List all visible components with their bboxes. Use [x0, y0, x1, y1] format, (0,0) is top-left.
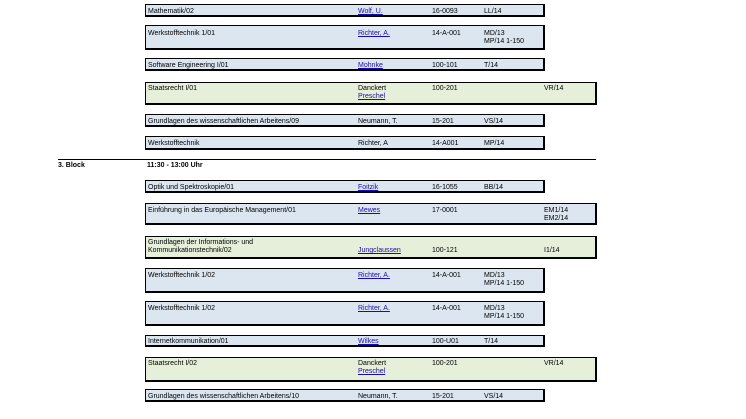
study-group-extra: EM1/14 [544, 207, 569, 214]
room-number: 14-A-001 [432, 30, 461, 37]
course-title: Staatsrecht I/01 [148, 85, 198, 92]
table-row [145, 236, 597, 259]
table-row [145, 389, 545, 402]
table-row [145, 268, 545, 293]
room-number: 14-A-001 [432, 272, 461, 279]
lecturer-name: Danckert [358, 360, 387, 367]
lecturer-link[interactable]: Foitzik [358, 184, 379, 191]
room-number: 100-101 [432, 62, 458, 69]
table-row [145, 136, 545, 150]
lecturer-name: Danckert [358, 85, 387, 92]
course-title: Werkstofftechnik 1/01 [148, 30, 216, 37]
room-number: 16-0093 [432, 8, 458, 15]
study-group-extra: VR/14 [544, 360, 564, 367]
study-group-extra: I1/14 [544, 247, 560, 254]
room-number: 100-201 [432, 85, 458, 92]
study-group: BB/14 [484, 184, 504, 191]
study-group: LL/14 [484, 8, 502, 15]
table-row [145, 114, 545, 127]
study-group: MD/13 [484, 30, 505, 37]
lecturer-link[interactable]: Preschel [358, 368, 386, 375]
course-title: Kommunikationstechnik/02 [148, 247, 232, 254]
lecturer-name: Neumann, T. [358, 118, 398, 125]
table-row [145, 82, 597, 105]
lecturer-link[interactable]: Wilkes [358, 338, 379, 345]
course-title: Werkstofftechnik 1/02 [148, 272, 216, 279]
study-group: MD/13 [484, 272, 505, 279]
room-number: 15-201 [432, 393, 454, 400]
table-row [145, 58, 545, 71]
room-number: 14-A-001 [432, 305, 461, 312]
study-group: MP/14 1-150 [484, 313, 525, 320]
lecturer-name: Neumann, T. [358, 393, 398, 400]
course-title: Software Engineering I/01 [148, 62, 229, 69]
lecturer-link[interactable]: Preschel [358, 93, 386, 100]
table-row [145, 203, 597, 225]
course-title: Grundlagen der Informations- und [148, 239, 254, 246]
table-row [145, 180, 545, 193]
room-number: 100-U01 [432, 338, 459, 345]
block-time: 11:30 - 13:00 Uhr [147, 162, 203, 169]
lecturer-link[interactable]: Richter, A. [358, 30, 390, 37]
block-label: 3. Block [58, 162, 85, 169]
study-group: MP/14 [484, 140, 505, 147]
study-group-extra: VR/14 [544, 85, 564, 92]
room-number: 16-1055 [432, 184, 458, 191]
study-group: MD/13 [484, 305, 505, 312]
course-title: Grundlagen des wissenschaftlichen Arbeitens/09 [148, 118, 299, 125]
course-title: Staatsrecht I/02 [148, 360, 198, 367]
table-row [145, 335, 545, 347]
table-row [145, 301, 545, 326]
study-group: MP/14 1-150 [484, 38, 525, 45]
course-title: Mathematik/02 [148, 8, 194, 15]
course-title: Grundlagen des wissenschaftlichen Arbeitens/10 [148, 393, 299, 400]
table-row [145, 357, 597, 382]
block-divider [58, 159, 596, 160]
course-title: Werkstofftechnik 1/02 [148, 305, 216, 312]
study-group: VS/14 [484, 118, 504, 125]
room-number: 100-201 [432, 360, 458, 367]
lecturer-link[interactable]: Mewes [358, 207, 381, 214]
lecturer-link[interactable]: Richter, A. [358, 305, 390, 312]
lecturer-link[interactable]: Jungclaussen [358, 247, 401, 254]
table-row [145, 25, 545, 50]
course-title: Werkstofftechnik [148, 140, 200, 147]
lecturer-link[interactable]: Wolf, U. [358, 8, 383, 15]
lecturer-link[interactable]: Richter, A. [358, 272, 390, 279]
room-number: 15-201 [432, 118, 454, 125]
lecturer-link[interactable]: Mohnke [358, 62, 383, 69]
study-group: VS/14 [484, 393, 504, 400]
study-group-extra: EM2/14 [544, 215, 569, 222]
study-group: T/14 [484, 62, 499, 69]
room-number: 100-121 [432, 247, 458, 254]
table-row [145, 4, 545, 17]
study-group: T/14 [484, 338, 499, 345]
course-title: Internetkommunikation/01 [148, 338, 229, 345]
course-title: Einführung in das Europäische Management/01 [148, 207, 296, 214]
course-title: Optik und Spektroskopie/01 [148, 184, 234, 191]
lecturer-name: Richter, A [358, 140, 388, 147]
room-number: 14-A001 [432, 140, 459, 147]
room-number: 17-0001 [432, 207, 458, 214]
study-group: MP/14 1-150 [484, 280, 525, 287]
